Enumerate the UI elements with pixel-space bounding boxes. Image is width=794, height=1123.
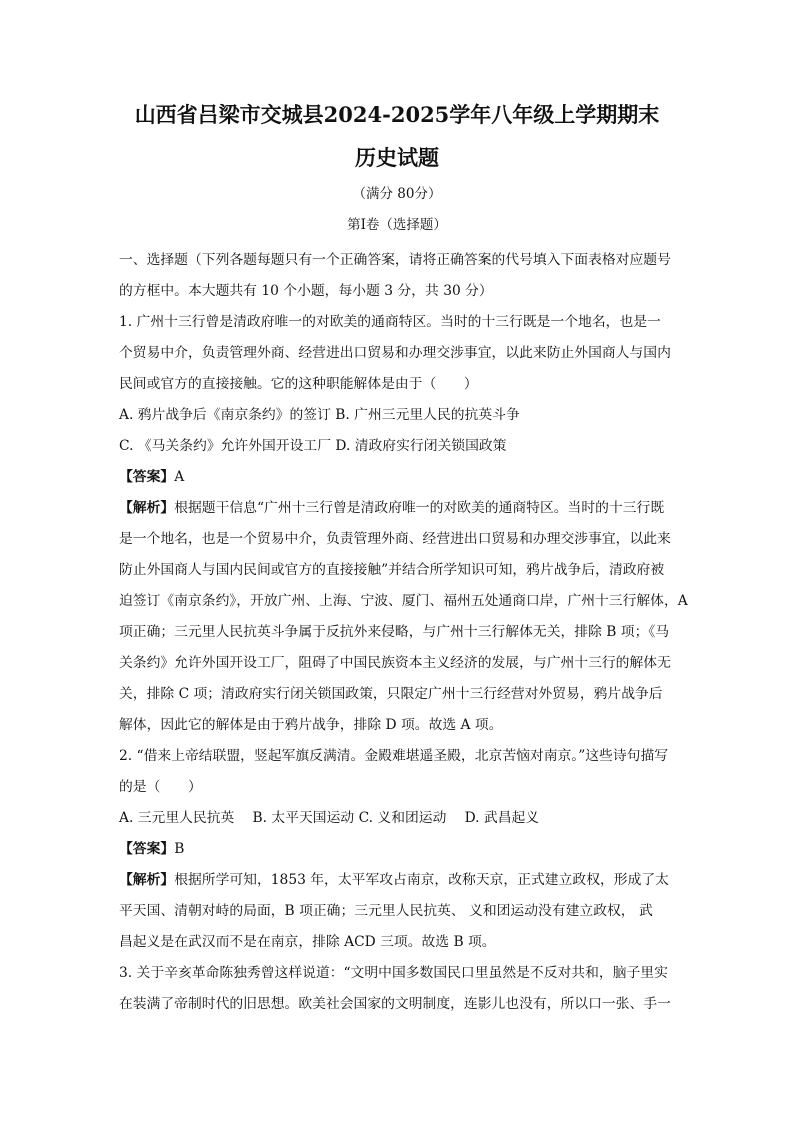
question-1-analysis-line-8: 解体，因此它的解体是由于鸦片战争，排除 D 项。故选 A 项。 bbox=[119, 717, 503, 733]
question-1-analysis-line-5: 项正确；三元里人民抗英斗争属于反抗外来侵略，与广州十三行解体无关，排除 B 项；《马 bbox=[119, 624, 670, 640]
question-1-analysis-line-7: 关，排除 C 项；清政府实行闭关锁国政策，只限定广州十三行经营对外贸易，鸦片战争后 bbox=[119, 686, 663, 702]
question-1-analysis-line-1 bbox=[119, 493, 699, 524]
answer-value: B bbox=[174, 841, 185, 857]
question-2-options: A. 三元里人民抗英 B. 太平天国运动 C. 义和团运动 D. 武昌起义 bbox=[119, 810, 540, 826]
question-1-analysis-line-2: 是一个地名，也是一个贸易中介，负责管理外商、经营进出口贸易和办理交涉事宜，以此来 bbox=[119, 531, 671, 547]
analysis-label: 【解析】 bbox=[119, 872, 175, 888]
analysis-text: 根据所学可知，1853 年，太平军攻占南京，改称天京，正式建立政权，形成了太 bbox=[174, 872, 669, 888]
question-2-analysis-line-1 bbox=[119, 865, 699, 896]
question-2-analysis-line-2: 平天国、清朝对峙的局面，B 项正确；三元里人民抗英、 义和团运动没有建立政权， 武 bbox=[119, 903, 653, 919]
document-body bbox=[119, 245, 699, 1020]
question-3-line-1: 3. 关于辛亥革命陈独秀曾这样说道：“文明中国多数国民口里虽然是不反对共和，脑子里实 bbox=[119, 965, 668, 981]
analysis-text: 根据题干信息“广州十三行曾是清政府唯一的对欧美的通商特区。当时的十三行既 bbox=[174, 500, 665, 516]
question-2-analysis-line-3: 昌起义是在武汉而不是在南京，排除 ACD 三项。故选 B 项。 bbox=[119, 934, 496, 950]
question-2-line-2: 的是（ ） bbox=[119, 779, 202, 795]
full-score-note: （满分 80分） bbox=[352, 186, 442, 202]
question-1-line-1: 1. 广州十三行曾是清政府唯一的对欧美的通商特区。当时的十三行既是一个地名，也是一 bbox=[119, 314, 661, 330]
question-3-line-2: 在装满了帝制时代的旧思想。欧美社会国家的文明制度，连影儿也没有，所以口一张、手一 bbox=[119, 996, 671, 1012]
volume-heading: 第Ⅰ卷（选择题） bbox=[347, 217, 447, 233]
question-1-line-2: 个贸易中介，负责管理外商、经营进出口贸易和办理交涉事宜，以此来防止外国商人与国内 bbox=[119, 345, 671, 361]
analysis-label: 【解析】 bbox=[119, 500, 175, 516]
answer-value: A bbox=[174, 469, 185, 485]
question-1-analysis-line-6: 关条约》允许外国开设工厂，阻碍了中国民族资本主义经济的发展，与广州十三行的解体无 bbox=[119, 655, 671, 671]
question-1-options-ab: A. 鸦片战争后《南京条约》的签订 B. 广州三元里人民的抗英斗争 bbox=[119, 407, 520, 423]
document-subtitle: 历史试题 bbox=[355, 145, 439, 170]
question-2-line-1: 2. “借来上帝结联盟，竖起军旗反满清。金殿难堪遥圣殿，北京苦恼对南京。”这些诗句描写 bbox=[119, 748, 669, 764]
question-1-options-cd: C. 《马关条约》允许外国开设工厂 D. 清政府实行闭关锁国政策 bbox=[119, 438, 507, 454]
question-1-analysis-line-3: 防止外国商人与国内民间或官方的直接接触”并结合所学知识可知，鸦片战争后，清政府被 bbox=[119, 562, 665, 578]
document-title: 山西省吕梁市交城县2024-2025学年八年级上学期期末 bbox=[134, 102, 660, 127]
question-1-analysis-line-4: 迫签订《南京条约》，开放广州、上海、宁波、厦门、福州五处通商口岸，广州十三行解体，A bbox=[119, 593, 688, 609]
section-instruction-line-2: 的方框中。本大题共有 10 个小题，每小题 3 分，共 30 分） bbox=[119, 283, 493, 299]
question-2-answer bbox=[119, 834, 699, 865]
answer-label: 【答案】 bbox=[119, 469, 175, 485]
answer-label: 【答案】 bbox=[119, 841, 175, 857]
question-1-line-3: 民间或官方的直接接触。它的这种职能解体是由于（ ） bbox=[119, 376, 478, 392]
section-instruction-line-1: 一、选择题（下列各题每题只有一个正确答案，请将正确答案的代号填入下面表格对应题号 bbox=[119, 252, 671, 268]
question-1-answer bbox=[119, 462, 699, 493]
